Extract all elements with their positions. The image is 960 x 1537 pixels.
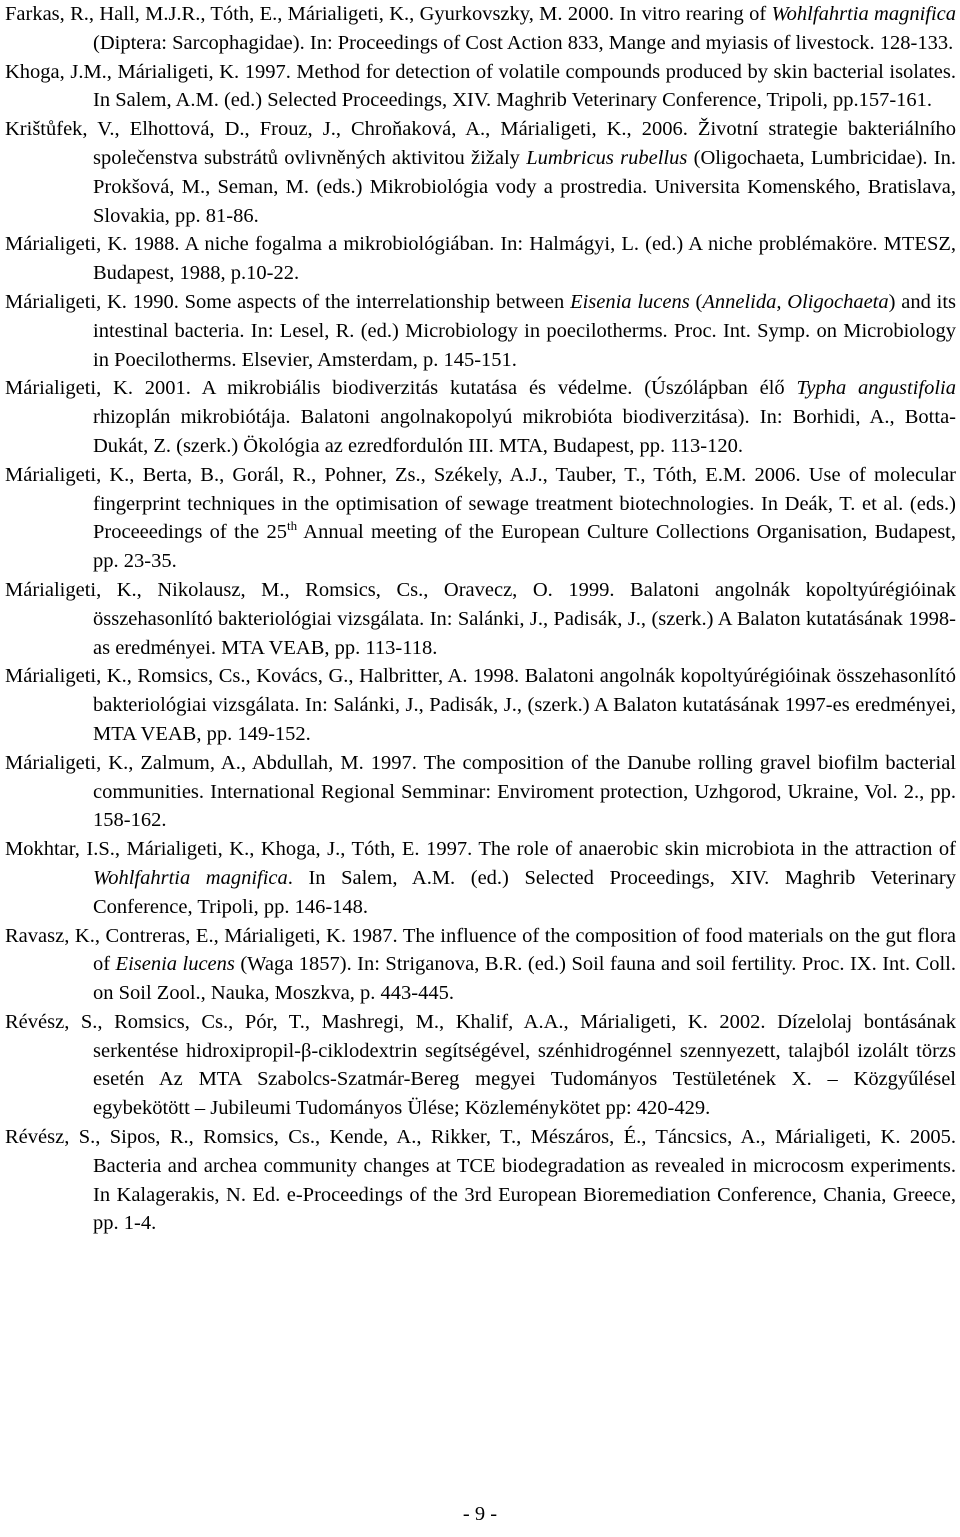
reference-text: Révész, S., Sipos, R., Romsics, Cs., Kende, A., Rikker, T., Mészáros, É., Táncsics, A., Márialigeti, K. 2005. Bacteria and archea community changes at TCE biodegradation as revealed in microcosm experiments. In Kalagerakis, N. Ed. e-Proceedings of the 3rd European Bioremediation Conference, Chania, Greece, pp. 1-4. [5,1126,956,1235]
reference-text: (Oligochaeta, Lumbricidae). In. Prokšová, M., Seman, M. (eds.) Mikrobiológia vody a prostredia. Universita Komenského, Bratislava, Slovakia, pp. 81-86. [93,146,956,227]
reference-entry [5,115,956,230]
reference-entry [5,288,956,374]
reference-text: ) and its intestinal bacteria. In: Lesel, R. (ed.) Microbiology in poecilotherms. Proc. Int. Symp. on Microbiology in Poecilotherms. Elsevier, Amsterdam, p. 145-151. [93,290,957,371]
reference-text: Khoga, J.M., Márialigeti, K. 1997. Method for detection of volatile compounds produced by skin bacterial isolates. In Salem, A.M. (ed.) Selected Proceedings, XIV. Maghrib Veterinary Conference, Tripoli, pp.157-161. [5,60,956,112]
italic-text: Eisenia lucens [115,953,235,976]
reference-text: Márialigeti, K. 2001. A mikrobiális biodiverzitás kutatása és védelme. (Úszólápban élő [5,377,797,400]
italic-text: Eisenia lucens [570,290,690,313]
reference-entry [5,1008,956,1123]
italic-text: Annelida, Oligochaeta [702,290,889,313]
reference-text: Révész, S., Romsics, Cs., Pór, T., Mashregi, M., Khalif, A.A., Márialigeti, K. 2002. Dízelolaj bontásának serkentése hidroxipropil-β-ciklodextrin segítségével, szénhidrogénnel szennyezett, talajból izolált törzs esetén Az MTA Szabolcs-Szatmár-Bereg megyei Tudományos Testületének X. – Közgyűlésel egybekötött – Jubileumi Tudományos Ülése; Közleménykötet pp: 420-429. [5,1010,956,1120]
reference-entry [5,58,956,116]
reference-text: (Waga 1857). In: Striganova, B.R. (ed.) Soil fauna and soil fertility. Proc. IX. Int. Coll. on Soil Zool., Nauka, Moszkva, p. 443-445. [93,953,956,1005]
italic-text: Typha angustifolia [796,377,957,400]
reference-text: (Diptera: Sarcophagidae). In: Proceedings of Cost Action 833, Mange and myiasis of livestock. 128-133. [93,31,954,54]
italic-text: Lumbricus rubellus [526,146,688,169]
reference-text: Márialigeti, K., Zalmum, A., Abdullah, M. 1997. The composition of the Danube rolling gravel biofilm bacterial communities. International Regional Semminar: Enviroment protection, Uzhgorod, Ukraine, Vol. 2., pp. 158-162. [5,751,956,832]
reference-entry [5,749,956,835]
reference-entry [5,0,956,58]
reference-text: Márialigeti, K. 1988. A niche fogalma a mikrobiológiában. In: Halmágyi, L. (ed.) A niche problémaköre. MTESZ, Budapest, 1988, p.10-22. [5,233,956,285]
reference-text: Ravasz, K., Contreras, E., Márialigeti, K. 1987. The influence of the composition of food materials on the gut flora of [5,924,956,976]
reference-entry [5,230,956,288]
reference-text: Mokhtar, I.S., Márialigeti, K., Khoga, J., Tóth, E. 1997. The role of anaerobic skin microbiota in the attraction of [5,838,956,861]
reference-entry [5,835,956,921]
reference-text: Márialigeti, K., Romsics, Cs., Kovács, G., Halbritter, A. 1998. Balatoni angolnák kopoltyúrégióinak összehasonlító bakteriológiai vizsgálata. In: Salánki, J., Padisák, J., (szerk.) A Balaton kutatásának 1997-es eredményei, MTA VEAB, pp. 149-152. [5,665,956,745]
italic-text: Wohlfahrtia magnifica [93,866,288,889]
reference-entry [5,922,956,1008]
page-number: - 9 - [462,1503,498,1525]
italic-text: Wohlfahrtia magnifica [771,3,957,25]
reference-text: . In Salem, A.M. (ed.) Selected Proceedings, XIV. Maghrib Veterinary Conference, Tripoli, pp. 146-148. [93,866,956,918]
reference-text: Annual meeting of the European Culture Collections Organisation, Budapest, pp. 23-35. [93,521,957,573]
superscript-text: th [286,518,298,534]
reference-text: Márialigeti, K. 1990. Some aspects of the interrelationship between [5,290,571,313]
reference-entry [5,1123,956,1238]
reference-list [5,0,956,1238]
reference-entry [5,374,956,460]
reference-entry [5,461,956,576]
reference-text: Krištůfek, V., Elhottová, D., Frouz, J., Chroňaková, A., Márialigeti, K., 2006. Životní strategie bakteriálního společenstva substrátů ovlivněných aktivitou žižaly [5,118,956,169]
reference-text: Farkas, R., Hall, M.J.R., Tóth, E., Márialigeti, K., Gyurkovszky, M. 2000. In vitro rearing of [5,3,772,25]
reference-entry [5,576,956,662]
reference-text: Márialigeti, K., Berta, B., Gorál, R., Pohner, Zs., Székely, A.J., Tauber, T., Tóth, E.M. 2006. Use of molecular fingerprint techniques in the optimisation of sewage treatment biotechnologies. In Deák, T. et al. (eds.) Proceeedings of the 25 [5,463,956,544]
reference-entry [5,662,956,748]
reference-text: ( [689,290,703,313]
reference-text: rhizoplán mikrobiótája. Balatoni angolnakopolyú mikrobióta biodiverzitása). In: Borhidi, A., Botta-Dukát, Z. (szerk.) Ökológia az ezredfordulón III. MTA, Budapest, pp. 113-120. [93,406,956,457]
reference-text: Márialigeti, K., Nikolausz, M., Romsics, Cs., Oravecz, O. 1999. Balatoni angolnák kopoltyúrégióinak összehasonlító bakteriológiai vizsgálata. In: Salánki, J., Padisák, J., (szerk.) A Balaton kutatásának 1998-as eredményei. MTA VEAB, pp. 113-118. [5,578,956,659]
